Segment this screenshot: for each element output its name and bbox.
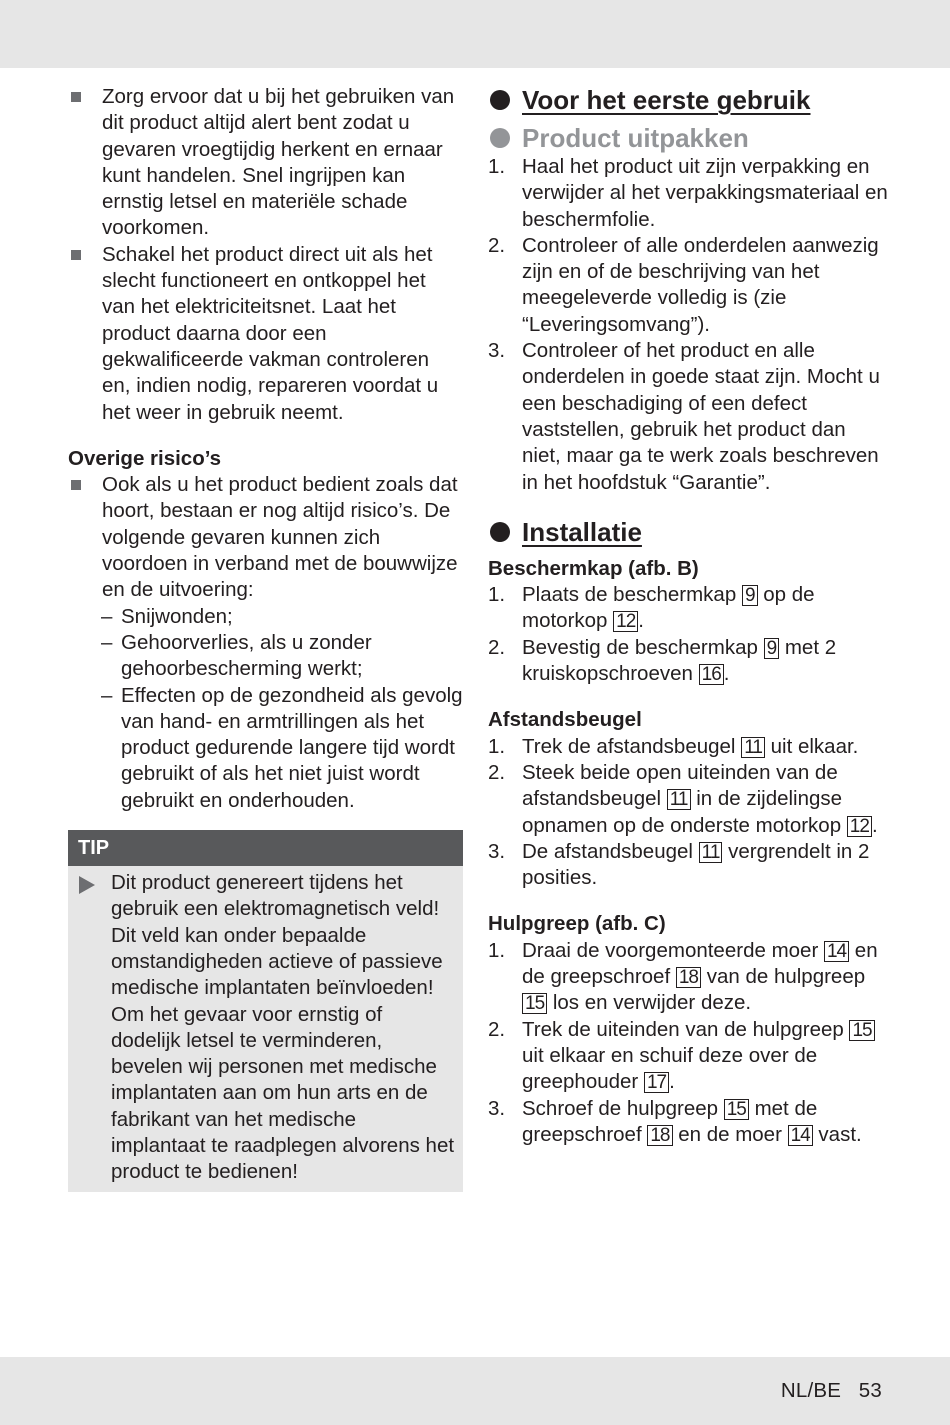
bullet-dot-icon	[490, 128, 510, 148]
step-text: Steek beide open uiteinden van de afstandsbeugel 11 in de zijdelingse opnamen op de onderste motorkop 12 .	[522, 760, 878, 837]
dash-marker: –	[101, 630, 113, 654]
triangle-arrow-icon	[79, 876, 95, 894]
list-item	[488, 938, 888, 1017]
risk-text: Effecten op de gezondheid als gevolg van hand- en armtrillingen als het product gedurende langere tijd wordt gebruikt of als het niet juist wordt gebruikt en onderhouden.	[121, 683, 463, 812]
risks-heading: Overige risico’s	[68, 446, 222, 470]
risk-item	[68, 604, 463, 630]
list-item	[488, 760, 888, 839]
bullet-item	[68, 242, 463, 426]
list-item	[488, 154, 888, 233]
step-number: 3.	[488, 839, 506, 863]
spacer-heading: Afstandsbeugel	[488, 708, 642, 732]
list-item	[488, 635, 888, 688]
part-ref: 11	[699, 842, 723, 863]
square-bullet-icon	[71, 250, 81, 260]
part-ref: 11	[741, 737, 765, 758]
risk-item	[68, 683, 463, 814]
right-column	[488, 84, 888, 1148]
part-ref: 17	[644, 1072, 669, 1093]
part-ref: 14	[824, 941, 849, 962]
part-ref: 14	[788, 1125, 813, 1146]
list-item	[488, 233, 888, 338]
square-bullet-icon	[71, 480, 81, 490]
bullet-item	[68, 84, 463, 242]
heading-installation: Installatie	[488, 516, 888, 548]
step-number: 2.	[488, 760, 506, 784]
part-ref: 15	[522, 993, 547, 1014]
list-item	[488, 1017, 888, 1096]
heading-first-use: Voor het eerste gebruik	[488, 84, 888, 116]
part-ref: 15	[849, 1020, 874, 1041]
bullet-text: Ook als u het product bedient zoals dat hoort, bestaan er nog altijd risico’s. De volgende gevaren kunnen zich voordoen in verband met de bouwwijze en de uitvoering:	[102, 473, 458, 602]
risk-item	[68, 630, 463, 683]
dash-marker: –	[101, 683, 113, 707]
tip-body	[68, 866, 463, 1186]
part-ref: 9	[764, 638, 780, 659]
tip-label: TIP	[68, 830, 463, 866]
risk-text: Snijwonden;	[121, 604, 233, 628]
step-text: Schroef de hulpgreep 15 met de greepschroef 18 en de moer 14 vast.	[522, 1096, 862, 1146]
part-ref: 18	[647, 1125, 672, 1146]
step-text: De afstandsbeugel 11 vergrendelt in 2 posities.	[522, 839, 870, 890]
step-text: Draai de voorgemonteerde moer 14 en de greepschroef 18 van de hulpgreep 15 los en verwijder deze.	[522, 938, 878, 1015]
step-number: 2.	[488, 233, 506, 257]
step-number: 3.	[488, 1096, 506, 1120]
part-ref: 11	[667, 789, 691, 810]
part-ref: 18	[676, 967, 701, 988]
list-item	[488, 1096, 888, 1149]
part-ref: 16	[699, 664, 724, 685]
bullet-dot-icon	[490, 90, 510, 110]
step-number: 1.	[488, 734, 506, 758]
square-bullet-icon	[71, 92, 81, 102]
step-text: Trek de uiteinden van de hulpgreep 15 uit elkaar en schuif deze over de greephouder 17 .	[522, 1018, 875, 1094]
step-number: 3.	[488, 339, 506, 363]
dash-marker: –	[101, 604, 113, 628]
page-number: 53	[858, 1379, 882, 1402]
handle-heading: Hulpgreep (afb. C)	[488, 912, 666, 936]
list-item	[488, 338, 888, 496]
step-text: Controleer of het product en alle onderdelen in goede staat zijn. Mocht u een beschadiging of een defect vaststellen, gebruik het product dan niet, maar ga te werk zoals beschreven in het hoofdstuk “Garantie”.	[522, 339, 880, 494]
part-ref: 15	[724, 1099, 749, 1120]
left-column	[68, 84, 463, 1192]
step-text: Haal het product uit zijn verpakking en verwijder al het verpakkingsmateriaal en beschermfolie.	[522, 155, 888, 231]
bullet-item	[68, 472, 463, 603]
bullet-text: Zorg ervoor dat u bij het gebruiken van dit product altijd alert bent zodat u gevaren vroegtijdig herkent en ernaar kunt handelen. Snel ingrijpen kan ernstig letsel en materiële schade voorkomen.	[102, 85, 455, 240]
tip-box	[68, 830, 463, 1192]
step-text: Plaats de beschermkap 9 op de motorkop 12 .	[522, 583, 815, 633]
bullet-text: Schakel het product direct uit als het slecht functioneert en ontkoppel het van het elektriciteitsnet. Laat het product daarna door een gekwalificeerde vakman controleren en, indien nodig, repareren voordat u het weer in gebruik neemt.	[102, 242, 439, 424]
step-text: Bevestig de beschermkap 9 met 2 kruiskopschroeven 16 .	[522, 635, 837, 686]
risk-text: Gehoorverlies, als u zonder gehoorbescherming werkt;	[121, 630, 372, 681]
part-ref: 12	[613, 611, 638, 632]
page-footer	[781, 1378, 882, 1404]
bullet-dot-icon	[490, 522, 510, 542]
heading-unpack: Product uitpakken	[488, 122, 888, 154]
step-text: Controleer of alle onderdelen aanwezig zijn en of de beschrijving van het meegeleverde volledig is (zie “Leveringsomvang”).	[522, 233, 879, 336]
top-band	[0, 0, 950, 68]
part-ref: 12	[847, 816, 872, 837]
step-text: Trek de afstandsbeugel 11 uit elkaar.	[522, 734, 859, 758]
language-code: NL/BE	[780, 1379, 842, 1402]
part-ref: 9	[742, 585, 758, 606]
step-number: 1.	[488, 938, 506, 962]
step-number: 2.	[488, 1017, 506, 1041]
list-item	[488, 734, 888, 760]
tip-text: Dit product genereert tijdens het gebruik een elektromagnetisch veld! Dit veld kan onder bepaalde omstandigheden actieve of passieve medische implantaten beïnvloeden! Om het gevaar voor ernstig of dodelijk letsel te verminderen, bevelen wij personen met medische implantaten aan om hun arts en de fabrikant van het medische implantaat te raadplegen alvorens het product te bedienen!	[111, 871, 455, 1184]
list-item	[488, 582, 888, 635]
list-item	[488, 839, 888, 892]
step-number: 1.	[488, 583, 506, 607]
step-number: 2.	[488, 635, 506, 659]
guard-heading: Beschermkap (afb. B)	[488, 556, 699, 580]
step-number: 1.	[488, 155, 506, 178]
